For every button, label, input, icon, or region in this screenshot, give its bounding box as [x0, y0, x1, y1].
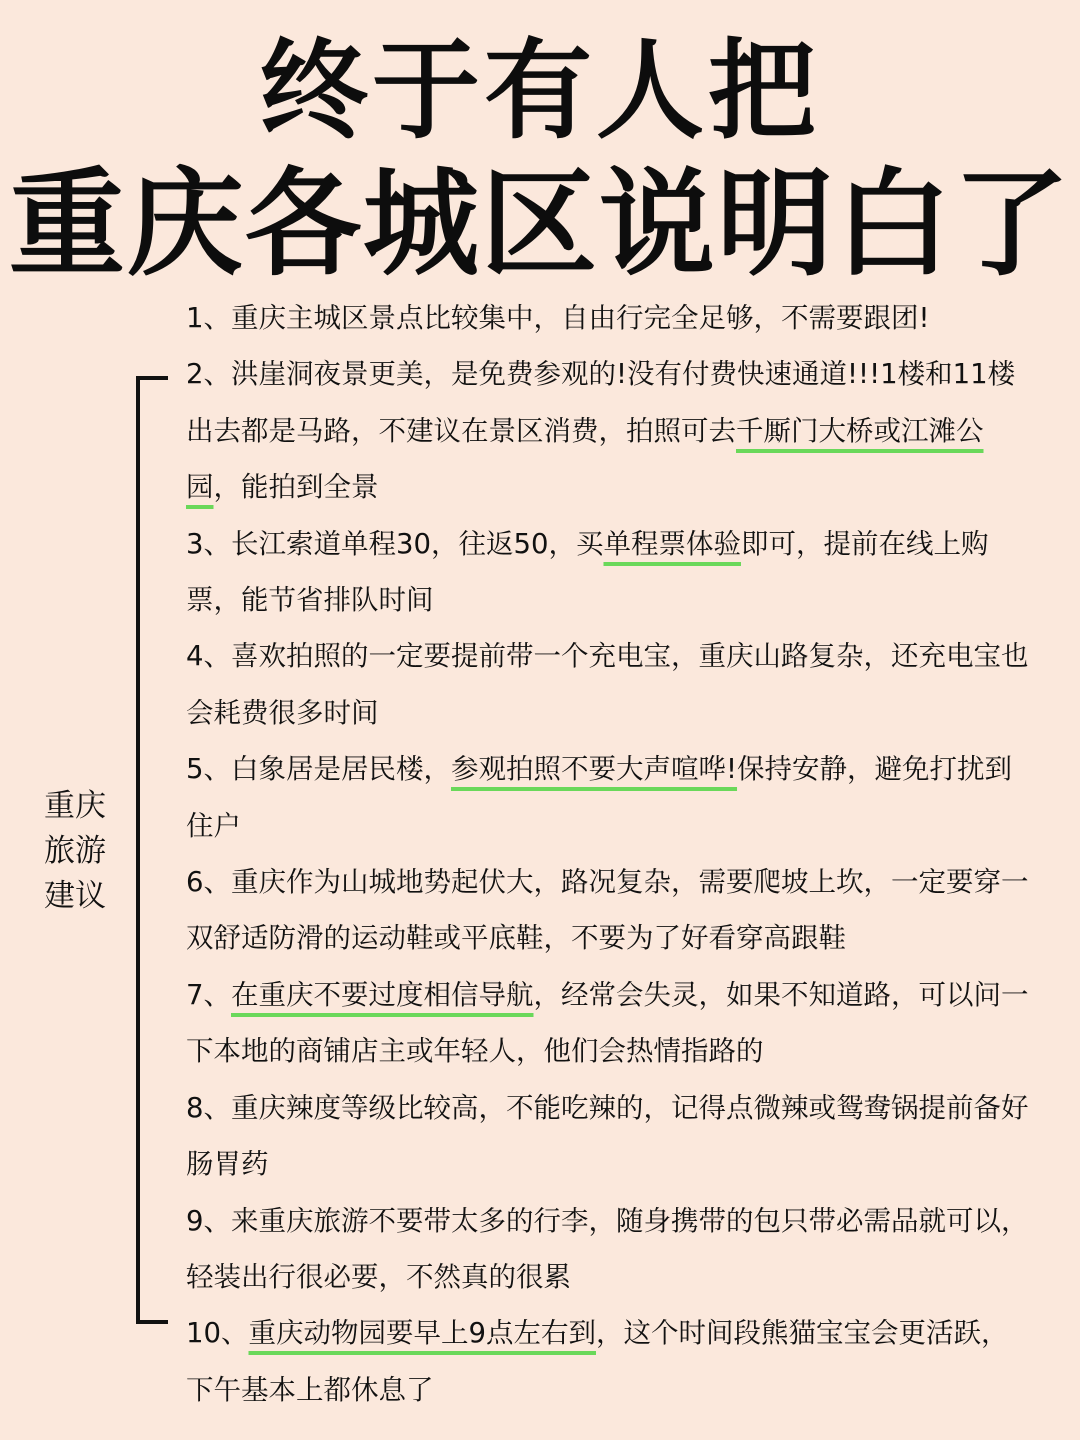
tip-text: 10、 — [186, 1317, 249, 1350]
side-label-line: 建议 — [44, 878, 106, 914]
tip-item — [186, 741, 1034, 854]
highlighted-text: 在重庆不要过度相信导航 — [231, 978, 534, 1011]
tip-text: 6、重庆作为山城地势起伏大，路况复杂，需要爬坡上坎，一定要穿一双舒适防滑的运动鞋或平底鞋，不要为了好看穿高跟鞋 — [186, 866, 1029, 955]
side-label-line: 重庆 — [44, 788, 106, 824]
title-line-2: 重庆各城区说明白了 — [9, 157, 1071, 292]
tip-text: 2、洪崖洞夜景更美，是免费参观的!没有付费快速通道!!!1楼和11楼出去都是马路，不建议在景区消费，拍照可去 — [186, 358, 1016, 447]
bracket-line — [136, 376, 168, 1324]
tip-item — [186, 967, 1034, 1080]
tip-item — [186, 628, 1034, 741]
title-line-1: 终于有人把 — [259, 29, 820, 154]
tip-text: 保持安静，避免打扰到住户 — [186, 753, 1013, 842]
tip-item — [186, 1193, 1034, 1306]
side-label-line: 旅游 — [44, 833, 106, 869]
highlighted-text: 重庆动物园要早上9点左右到 — [248, 1317, 596, 1350]
highlighted-text: 单程票体验 — [603, 527, 741, 560]
tip-item — [186, 346, 1034, 515]
tip-item — [186, 1305, 1034, 1418]
tip-item — [186, 1080, 1034, 1193]
tip-text: ，经常会失灵，如果不知道路，可以问一下本地的商铺店主或年轻人，他们会热情指路的 — [186, 978, 1029, 1068]
highlighted-text: 参观拍照不要大声喧哗! — [451, 753, 738, 786]
side-label — [44, 784, 114, 919]
tip-text: ，能拍到全景 — [213, 471, 379, 504]
tips-list — [186, 290, 1034, 1418]
tip-text: 7、 — [186, 978, 231, 1011]
tip-text: 9、来重庆旅游不要带太多的行李，随身携带的包只带必需品就可以，轻装出行很必要，不然真的很累 — [186, 1204, 1029, 1293]
tip-text: 4、喜欢拍照的一定要提前带一个充电宝，重庆山路复杂，还充电宝也会耗费很多时间 — [186, 640, 1029, 729]
tip-item — [186, 290, 1034, 346]
tip-text: 1、重庆主城区景点比较集中，自由行完全足够，不需要跟团! — [186, 302, 930, 334]
tip-text: 3、长江索道单程30，往返50，买 — [186, 527, 604, 560]
tip-text: ，这个时间段熊猫宝宝会更活跃，下午基本上都休息了 — [186, 1317, 1009, 1406]
highlighted-text: 千厮门大桥或江滩公园 — [186, 414, 984, 504]
tip-text: 即可，提前在线上购票，能节省排队时间 — [186, 527, 989, 617]
tip-text: 8、重庆辣度等级比较高，不能吃辣的，记得点微辣或鸳鸯锅提前备好肠胃药 — [186, 1091, 1029, 1181]
tip-item — [186, 516, 1034, 629]
tip-item — [186, 854, 1034, 967]
tip-text: 5、白象居是居民楼， — [186, 753, 451, 786]
